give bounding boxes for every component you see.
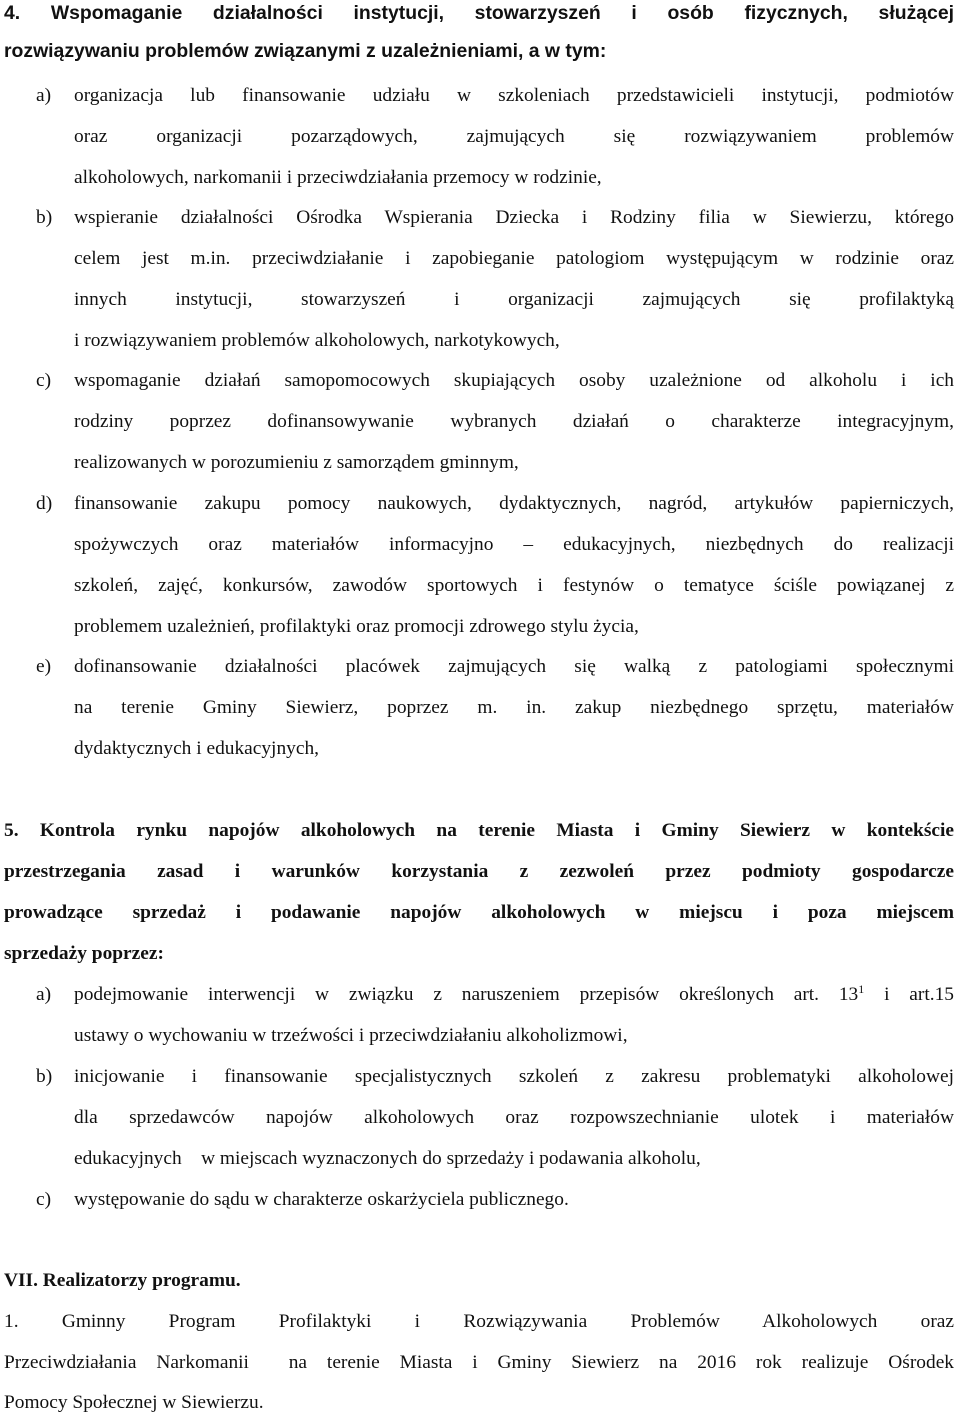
list-item-4a-line-2: oraz organizacji pozarządowych, zajmujących się rozwiązywaniem problemów <box>74 126 954 147</box>
list-item-5a-line-2: ustawy o wychowaniu w trzeźwości i przeciwdziałaniu alkoholizmowi, <box>74 1025 628 1046</box>
list-item-4b-line-1: wspieranie działalności Ośrodka Wspierania Dziecka i Rodziny filia w Siewierzu, którego <box>74 207 954 228</box>
section-7-heading: VII. Realizatorzy programu. <box>4 1270 241 1291</box>
section-5-heading-line-2: przestrzegania zasad i warunków korzystania z zezwoleń przez podmioty gospodarcze <box>4 861 954 882</box>
superscript-1: 1 <box>858 982 865 996</box>
list-marker-4e: e) <box>36 656 52 677</box>
section-7-para-line-1: 1. Gminny Program Profilaktyki i Rozwiązywania Problemów Alkoholowych oraz <box>4 1311 954 1332</box>
list-item-4d-line-1: finansowanie zakupu pomocy naukowych, dydaktycznych, nagród, artykułów papierniczych, <box>74 493 954 514</box>
list-marker-5c: c) <box>36 1189 52 1210</box>
list-item-4c-line-1: wspomaganie działań samopomocowych skupiających osoby uzależnione od alkoholu i ich <box>74 370 954 391</box>
list-item-5a-text-after: i art.15 <box>864 984 954 1005</box>
list-item-4e-line-1: dofinansowanie działalności placówek zajmujących się walką z patologiami społecznymi <box>74 656 954 677</box>
list-item-5c-line-1: występowanie do sądu w charakterze oskarżyciela publicznego. <box>74 1189 569 1210</box>
list-item-4d-line-3: szkoleń, zajęć, konkursów, zawodów sportowych i festynów o tematyce ściśle powiązanej z <box>74 575 954 596</box>
list-item-5b-line-2: dla sprzedawców napojów alkoholowych oraz rozpowszechnianie ulotek i materiałów <box>74 1107 954 1128</box>
list-marker-4b: b) <box>36 207 53 228</box>
list-item-5a-text: podejmowanie interwencji w związku z naruszeniem przepisów określonych art. 13 <box>74 984 859 1005</box>
list-marker-5a: a) <box>36 984 52 1005</box>
section-7-para-line-2: Przeciwdziałania Narkomanii na terenie Miasta i Gminy Siewierz na 2016 rok realizuje Ośrodek <box>4 1352 954 1373</box>
section-4-heading-line-2: rozwiązywaniu problemów związanymi z uzależnieniami, a w tym: <box>4 40 607 62</box>
list-item-4a-line-3: alkoholowych, narkomanii i przeciwdziałania przemocy w rodzinie, <box>74 167 602 188</box>
list-item-4c-line-2: rodziny poprzez dofinansowywanie wybranych działań o charakterze integracyjnym, <box>74 411 954 432</box>
list-item-4a-line-1: organizacja lub finansowanie udziału w szkoleniach przedstawicieli instytucji, podmiotów <box>74 85 954 106</box>
list-item-4b-line-4: i rozwiązywaniem problemów alkoholowych, narkotykowych, <box>74 330 560 351</box>
list-marker-4c: c) <box>36 370 52 391</box>
list-item-4c-line-3: realizowanych w porozumieniu z samorządem gminnym, <box>74 452 519 473</box>
section-7-para-line-3: Pomocy Społecznej w Siewierzu. <box>4 1392 264 1413</box>
list-marker-5b: b) <box>36 1066 53 1087</box>
list-item-4b-line-3: innych instytucji, stowarzyszeń i organizacji zajmujących się profilaktyką <box>74 289 954 310</box>
list-item-4d-line-4: problemem uzależnień, profilaktyki oraz promocji zdrowego stylu życia, <box>74 616 639 637</box>
list-item-4e-line-2: na terenie Gminy Siewierz, poprzez m. in. zakup niezbędnego sprzętu, materiałów <box>74 697 954 718</box>
list-marker-4d: d) <box>36 493 53 514</box>
section-5-heading-line-3: prowadzące sprzedaż i podawanie napojów alkoholowych w miejscu i poza miejscem <box>4 902 954 923</box>
list-item-4d-line-2: spożywczych oraz materiałów informacyjno – edukacyjnych, niezbędnych do realizacji <box>74 534 954 555</box>
section-5-heading-line-1: 5. Kontrola rynku napojów alkoholowych na terenie Miasta i Gminy Siewierz w kontekście <box>4 820 954 841</box>
section-5-heading-line-4: sprzedaży poprzez: <box>4 943 164 964</box>
list-marker-4a: a) <box>36 85 52 106</box>
list-item-5a-line-1 <box>74 974 954 1015</box>
list-item-5b-line-3: edukacyjnych w miejscach wyznaczonych do sprzedaży i podawania alkoholu, <box>74 1148 701 1169</box>
list-item-4b-line-2: celem jest m.in. przeciwdziałanie i zapobieganie patologiom występującym w rodzinie oraz <box>74 248 954 269</box>
list-item-4e-line-3: dydaktycznych i edukacyjnych, <box>74 738 319 759</box>
list-item-5b-line-1: inicjowanie i finansowanie specjalistycznych szkoleń z zakresu problematyki alkoholowej <box>74 1066 954 1087</box>
section-4-heading-line-1: 4. Wspomaganie działalności instytucji, stowarzyszeń i osób fizycznych, służącej <box>4 2 954 24</box>
